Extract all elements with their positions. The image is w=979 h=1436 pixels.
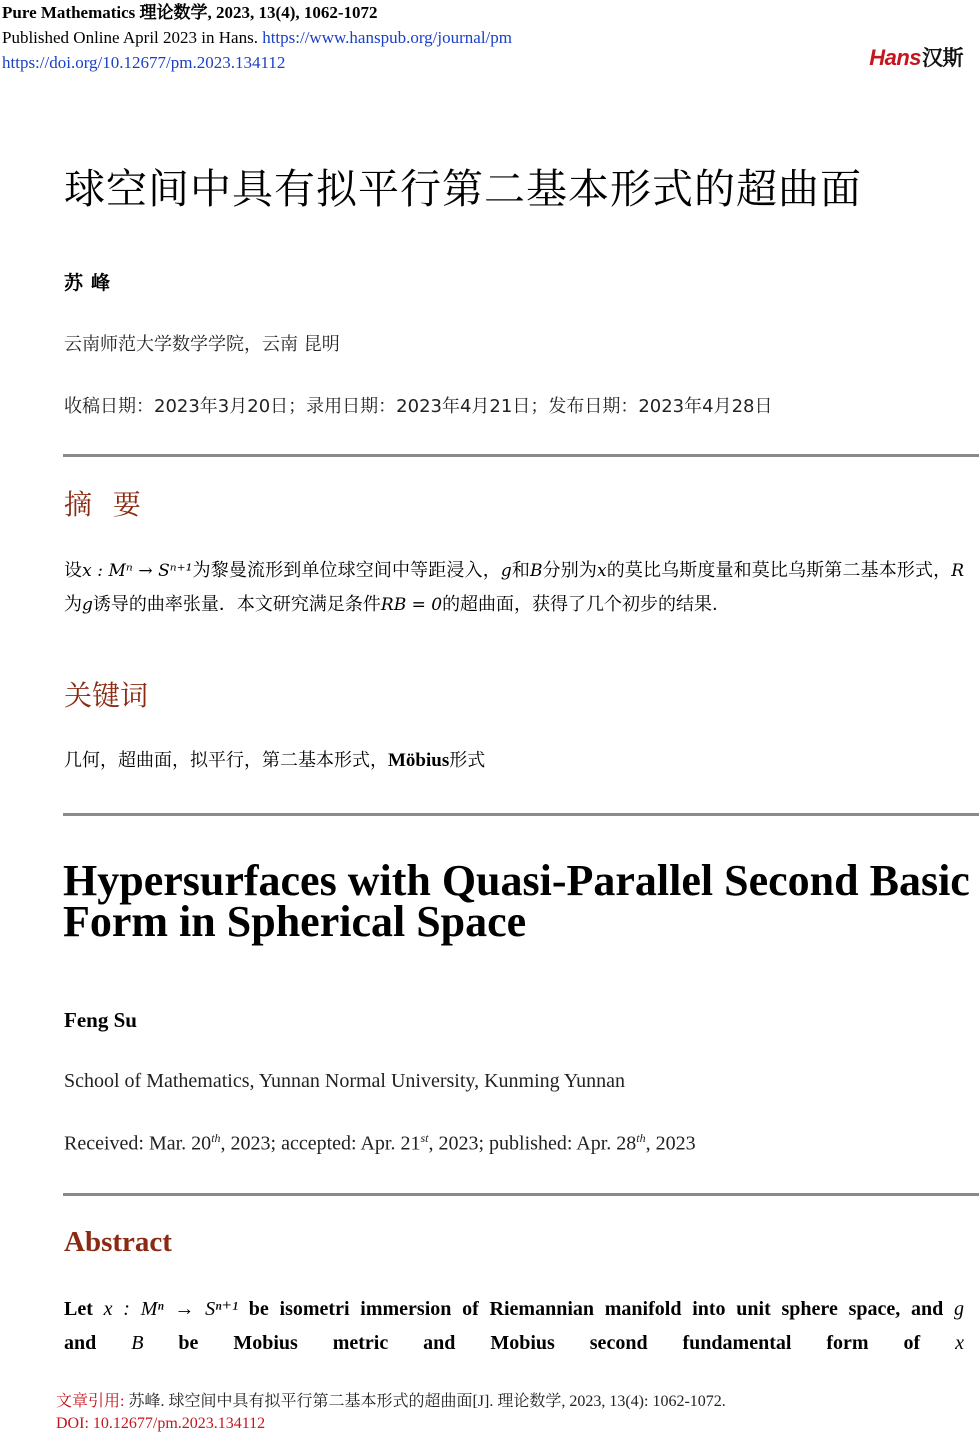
logo-cn: 汉斯	[922, 47, 963, 70]
hans-logo	[869, 42, 963, 72]
keywords-heading-cn: 关键词	[64, 679, 149, 712]
journal-url-link[interactable]: https://www.hanspub.org/journal/pm	[262, 28, 512, 47]
journal-line: Pure Mathematics 理论数学, 2023, 13(4), 1062-1072	[2, 3, 378, 22]
abstract-cn: 设x : Mⁿ → Sⁿ⁺¹为黎曼流形到单位球空间中等距浸入，g和B分别为x的莫比乌斯度量和莫比乌斯第二基本形式，R 为g诱导的曲率张量．本文研究满足条件RB = 0的超曲面，获得了几个初步的结果.	[64, 560, 965, 615]
dates-cn: 收稿日期：2023年3月20日；录用日期：2023年4月21日；发布日期：2023年4月28日	[64, 396, 773, 417]
affiliation-en: School of Mathematics, Yunnan Normal University, Kunming Yunnan	[64, 1070, 626, 1092]
divider	[63, 1193, 979, 1196]
logo-latin: Hans	[869, 45, 921, 70]
divider	[63, 454, 979, 457]
citation-doi: DOI: 10.12677/pm.2023.134112	[56, 1415, 266, 1432]
abstract-heading-cn: 摘 要	[64, 488, 147, 521]
divider	[63, 813, 979, 816]
published-line	[2, 25, 512, 50]
title-cn: 球空间中具有拟平行第二基本形式的超曲面	[64, 165, 862, 213]
citation-text: 苏峰. 球空间中具有拟平行第二基本形式的超曲面[J]. 理论数学, 2023, 13(4): 1062-1072.	[128, 1393, 726, 1410]
published-text: Published Online April 2023 in Hans.	[2, 28, 258, 47]
affiliation-cn: 云南师范大学数学学院，云南 昆明	[64, 334, 340, 355]
author-en: Feng Su	[64, 1008, 137, 1032]
keywords-cn: 几何，超曲面，拟平行，第二基本形式，Möbius形式	[64, 750, 486, 771]
citation-footer	[56, 1391, 726, 1435]
dates-en: Received: Mar. 20th, 2023; accepted: Apr. 21st, 2023; published: Apr. 28th, 2023	[64, 1131, 696, 1155]
citation-label: 文章引用:	[56, 1393, 125, 1410]
abstract-en: Let x : Mⁿ → Sⁿ⁺¹ be isometri immersion of Riemannian manifold into unit sphere space, and g and B be Mobius metric and Mobius second fundamental form of x	[64, 1298, 964, 1354]
title-en: Hypersurfaces with Quasi-Parallel Second Basic Form in Spherical Space	[63, 856, 970, 946]
doi-url-link[interactable]: https://doi.org/10.12677/pm.2023.134112	[2, 53, 286, 72]
author-cn: 苏峰	[64, 272, 119, 294]
abstract-heading-en: Abstract	[64, 1226, 172, 1258]
journal-header	[2, 0, 512, 75]
